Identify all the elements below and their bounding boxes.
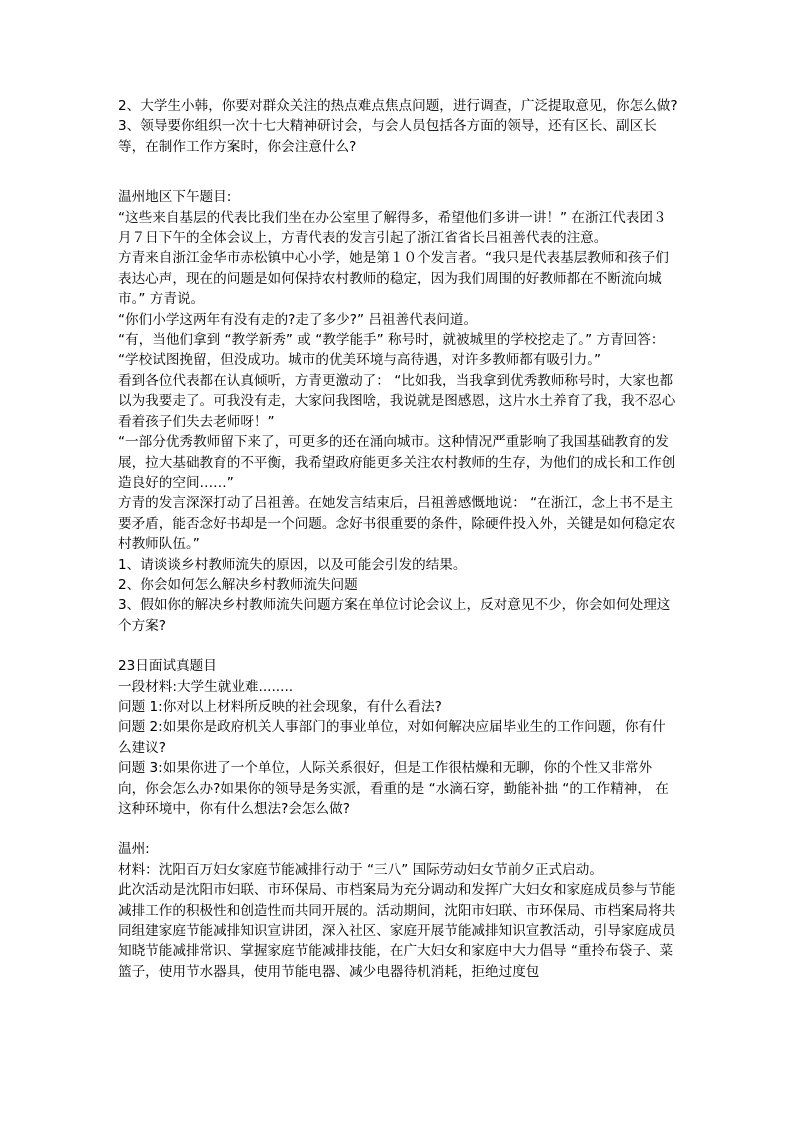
section-heading: 温州地区下午题目: bbox=[118, 189, 232, 206]
paragraph: 方青来自浙江金华市赤松镇中心小学，她是第１０个发言者。“我只是代表基层教师和孩子们表达心声，现在的问题是如何保持农村教师的稳定，因为我们周围的好教师都在不断流向城市。” 方青说。 bbox=[118, 250, 669, 308]
paragraph: 问题 3:如果你进了一个单位，人际关系很好，但是工作很枯燥和无聊，你的个性又非常外向，你会怎么办?如果你的领导是务实派，看重的是 “水滴石穿，勤能补拙 “的工作精神， 在这种环境中，你有什么想法?会怎么做? bbox=[118, 760, 669, 817]
paragraph: 问题 1:你对以上材料所反映的社会现象，有什么看法? bbox=[118, 698, 442, 715]
paragraph: 3、领导要你组织一次十七大精神研讨会，与会人员包括各方面的领导，还有区长、副区长等，在制作工作方案时，你会注意什么? bbox=[118, 118, 657, 155]
paragraph: “这些来自基层的代表比我们坐在办公室里了解得多，希望他们多讲一讲！” 在浙江代表团３月７日下午的全体会议上，方青代表的发言引起了浙江省省长吕祖善代表的注意。 bbox=[118, 209, 667, 247]
paragraph: 看到各位代表都在认真倾听，方青更激动了： “比如我，当我拿到优秀教师称号时，大家也都以为我要走了。可我没有走，大家问我图啥，我说就是图感恩，这片水土养育了我，我不忍心看着孩子们失去老师呀！” bbox=[118, 372, 676, 430]
paragraph: 一段材料:大学生就业难........ bbox=[118, 678, 294, 695]
paragraph: 方青的发言深深打动了吕祖善。在她发言结束后，吕祖善感慨地说： “在浙江，念上书不是主要矛盾，能否念好书却是一个问题。念好书很重要的条件，除硬件投入外，关键是如何稳定农村教师队伍。” bbox=[118, 495, 676, 553]
section-heading: 23日面试真题目 bbox=[118, 658, 217, 675]
paragraph: 此次活动是沈阳市妇联、市环保局、市档案局为充分调动和发挥广大妇女和家庭成员参与节能减排工作的积极性和创造性而共同开展的。活动期间，沈阳市妇联、市环保局、市档案局将共同组建家庭节能减排知识宣讲团，深入社区、家庭开展节能减排知识宣教活动，引导家庭成员知晓节能减排常识、掌握家庭节能减排技能，在广大妇女和家庭中大力倡导 “重拎布袋子、菜篮子，使用节水器具，使用节能电器、减少电器待机消耗，拒绝过度包 bbox=[118, 882, 676, 980]
paragraph: 3、假如你的解决乡村教师流失问题方案在单位讨论会议上，反对意见不少，你会如何处理这个方案? bbox=[118, 597, 671, 634]
blank-line bbox=[118, 819, 678, 839]
section-3 bbox=[118, 656, 678, 819]
document-page bbox=[118, 96, 678, 982]
section-2 bbox=[118, 187, 678, 636]
paragraph: “一部分优秀教师留下来了，可更多的还在涌向城市。这种情况严重影响了我国基础教育的发展，拉大基础教育的不平衡，我希望政府能更多关注农村教师的生存，为他们的成长和工作创造良好的空间……” bbox=[118, 434, 676, 491]
blank-line bbox=[118, 636, 678, 656]
section-1 bbox=[118, 96, 678, 157]
paragraph: 材料：沈阳百万妇女家庭节能减排行动于 “三八” 国际劳动妇女节前夕正式启动。 bbox=[118, 861, 603, 878]
paragraph: 2、大学生小韩，你要对群众关注的热点难点焦点问题，进行调查，广泛提取意见，你怎么做? bbox=[118, 98, 678, 114]
section-4 bbox=[118, 839, 678, 982]
blank-line bbox=[118, 177, 678, 187]
paragraph: 问题 2:如果你是政府机关人事部门的事业单位，对如何解决应届毕业生的工作问题，你有什么建议? bbox=[118, 719, 666, 756]
paragraph: 2、你会如何怎么解决乡村教师流失问题 bbox=[118, 576, 358, 593]
paragraph: 1、请谈谈乡村教师流失的原因，以及可能会引发的结果。 bbox=[118, 556, 467, 573]
paragraph: “有，当他们拿到 “教学新秀” 或 “教学能手” 称号时，就被城里的学校挖走了。” 方青回答： “学校试图挽留，但没成功。城市的优美环境与高待遇，对许多教师都有吸引力。” bbox=[118, 332, 665, 369]
section-heading: 温州: bbox=[118, 841, 150, 858]
blank-line bbox=[118, 157, 678, 177]
paragraph: “你们小学这两年有没有走的?走了多少?” 吕祖善代表问道。 bbox=[118, 311, 478, 328]
